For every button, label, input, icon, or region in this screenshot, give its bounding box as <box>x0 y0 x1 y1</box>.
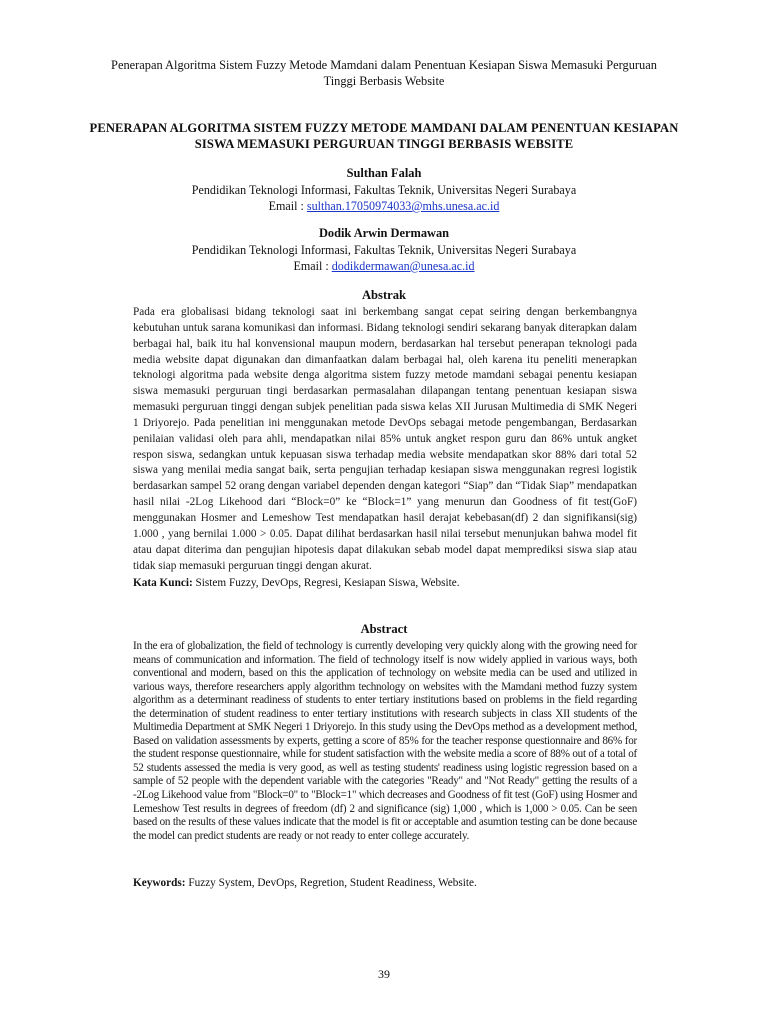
kata-kunci-label: Kata Kunci: <box>133 577 193 589</box>
kata-kunci-values: Sistem Fuzzy, DevOps, Regresi, Kesiapan Siswa, Website. <box>192 577 460 589</box>
paper-title: PENERAPAN ALGORITMA SISTEM FUZZY METODE MAMDANI DALAM PENENTUAN KESIAPAN SISWA MEMASUKI PERGURUAN TINGGI BERBASIS WEBSITE <box>89 121 679 151</box>
abstrak-heading: Abstrak <box>361 288 407 302</box>
page-number: 39 <box>378 967 390 981</box>
author-block <box>100 226 668 274</box>
author-affiliation: Pendidikan Teknologi Informasi, Fakultas Teknik, Universitas Negeri Surabaya <box>191 183 577 198</box>
abstract-heading: Abstract <box>360 622 408 636</box>
email-label: Email : <box>268 198 307 213</box>
abstrak-body: Pada era globalisasi bidang teknologi saat ini berkembang sangat cepat seiring dengan berkembangnya kebutuhan untuk sarana komunikasi dan informasi. Bidang teknologi sendiri sekarang banyak diterapkan dalam berbagai hal, baik itu hal konvensional maupun modern, berdasarkan hal tersebut penerapan teknologi pada media website dapat digunakan dan dimanfaatkan dalam berbagai hal, oleh karena itu peneliti menerapkan teknologi algoritma pada website denga algoritma sistem fuzzy metode mamdani sebagai penentu kesiapan siswa memasuki perguruan tingi berdasarkan permasalahan dilapangan tentang penentuan kesiapan siswa memasuki perguruan tinggi dengan subjek penelitian pada siswa kelas XII Jurusan Multimedia di SMK Negeri 1 Driyorejo. Pada penelitian ini menggunakan metode DevOps sebagai metode pengembangan, Berdasarkan penilaian validasi oleh para ahli, mendapatkan nilai 85% untuk angket respon guru dan 86% untuk angket respon siswa, sedangkan untuk kepuasan siswa terhadap media website mendapatkan skor 88% dari total 52 siswa yang menilai media sangat baik, serta pengujian terhadap kesiapan siswa menggunakan regresi logistik berdasarkan sampel 52 orang dengan variabel dependen dengan kategori “Siap” dan “Tidak Siap” mendapatkan hasil nilai -2Log Likehood dari “Block=0” ke “Block=1” yang menurun dan Goodness of fit test(GoF) menggunakan Hosmer and Lemeshow Test mendapatkan hasil derajat kebebasan(df) 2 dan signifikansi(sig) 1.000 , yang bernilai 1.000 > 0.05. Dapat dilihat berdasarkan hasil nilai tersebut menunjukan bahwa model fit atau dapat diterima dan pengujian hipotesis dapat dilakukan sebab model dapat memprediksi siswa siap atau tidak siap memasuki perguruan tinggi dengan akurat. <box>133 306 637 572</box>
author-block <box>100 166 668 214</box>
author-affiliation: Pendidikan Teknologi Informasi, Fakultas Teknik, Universitas Negeri Surabaya <box>191 243 577 258</box>
abstract-body: In the era of globalization, the field of technology is currently developing very quickly along with the growing need for means of communication and information. The field of technology itself is now widely applied in various ways, both conventional and modern, based on this the application of technology on website media can be used and utilized in various ways, therefore researchers apply algorithm technology on websites with the Mamdani method fuzzy system algorithm as a determinant readiness of students to enter tertiary institutions based on problems in the field regarding the determination of student readiness to enter tertiary institutions with research subjects in class XII students of the Multimedia Department at SMK Negeri 1 Driyorejo. In this study using the DevOps method as a development method, Based on validation assessments by experts, getting a score of 85% for the teacher response questionnaire and 86% for the student response questionnaire, while for student satisfaction with the website media a score of 88% out of a total of 52 students assessed the media is very good, as well as testing students' readiness using logistic regression based on a sample of 52 people with the dependent variable with the categories "Ready" and "Not Ready" getting the results of a -2Log Likehood value from "Block=0" to "Block=1" which decreases and Goodness of fit test (GoF) using Hosmer and Lemeshow Test results in degrees of freedom (df) 2 and significance (sig) 1,000 , which is 1,000 > 0.05. Can be seen based on the results of these values indicate that the model is fit or acceptable and asumtion testing can be done because the model can predict students are ready or not ready to enter college accurately. <box>133 640 637 842</box>
keywords-label: Keywords: <box>133 877 186 889</box>
running-head: Penerapan Algoritma Sistem Fuzzy Metode Mamdani dalam Penentuan Kesiapan Siswa Memasuki Perguruan Tinggi Berbasis Website <box>111 58 657 88</box>
email-label: Email : <box>293 258 332 273</box>
keywords-line <box>133 877 637 889</box>
author-name: Sulthan Falah <box>346 166 422 180</box>
author-email-line <box>100 199 668 214</box>
author-email-link[interactable]: sulthan.17050974033@mhs.unesa.ac.id <box>306 198 500 213</box>
keywords-values: Fuzzy System, DevOps, Regretion, Student Readiness, Website. <box>185 877 477 889</box>
author-email-line <box>100 259 668 274</box>
kata-kunci-line <box>133 577 637 589</box>
author-email-link[interactable]: dodikdermawan@unesa.ac.id <box>331 258 475 273</box>
author-name: Dodik Arwin Dermawan <box>318 226 450 240</box>
